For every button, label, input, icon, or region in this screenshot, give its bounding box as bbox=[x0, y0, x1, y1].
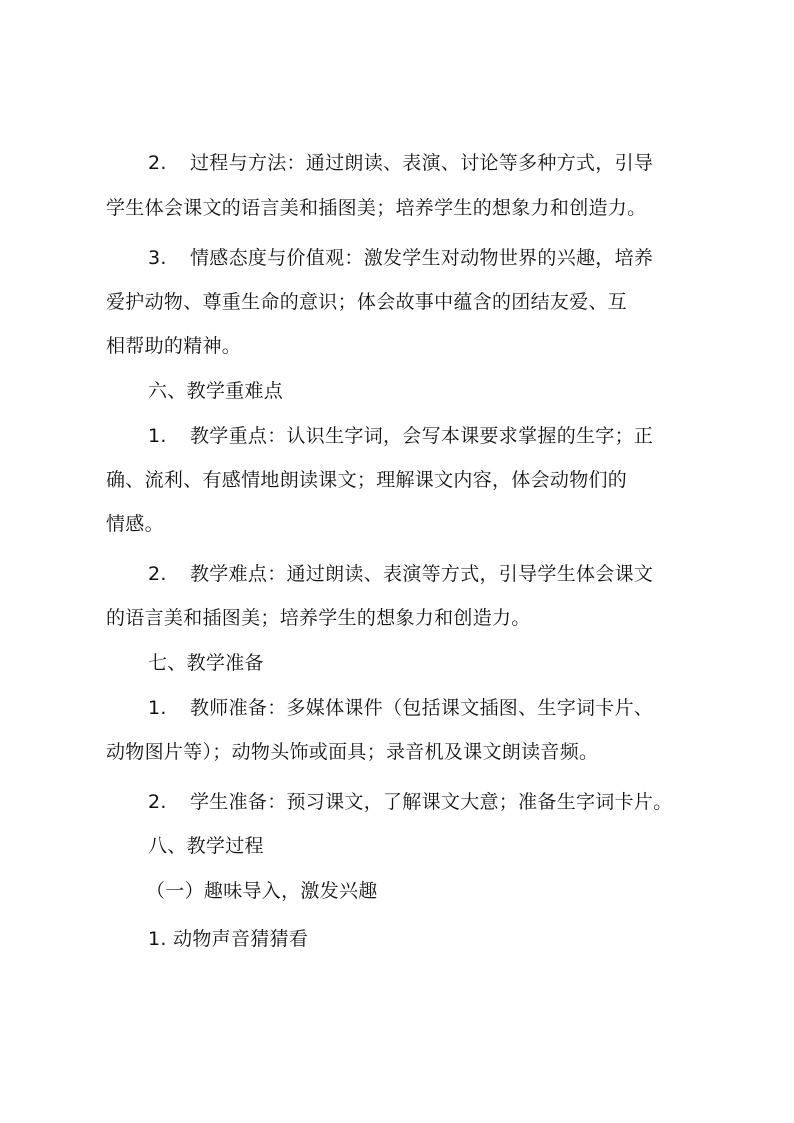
list-number: 1. bbox=[148, 425, 167, 447]
paragraph-line: 动物图片等）；动物头饰或面具；录音机及课文朗读音频。 bbox=[106, 741, 599, 763]
paragraph-text: 教学难点：通过朗读、表演等方式，引导学生体会课文 bbox=[190, 563, 654, 585]
paragraph-line: 情感。 bbox=[106, 513, 164, 535]
section-heading: 七、教学准备 bbox=[148, 652, 264, 674]
paragraph-line bbox=[148, 246, 653, 270]
paragraph-line bbox=[148, 562, 653, 586]
list-number: 2. bbox=[148, 791, 167, 813]
paragraph-text: 情感态度与价值观：激发学生对动物世界的兴趣，培养 bbox=[190, 247, 654, 269]
list-number: 1. bbox=[148, 697, 167, 719]
paragraph-line: 学生体会课文的语言美和插图美；培养学生的想象力和创造力。 bbox=[106, 197, 647, 219]
paragraph-text: 教学重点：认识生字词，会写本课要求掌握的生字；正 bbox=[190, 425, 654, 447]
paragraph-text: 过程与方法：通过朗读、表演、讨论等多种方式，引导 bbox=[190, 152, 654, 174]
paragraph-line: 相帮助的精神。 bbox=[106, 335, 242, 357]
paragraph-line: 的语言美和插图美；培养学生的想象力和创造力。 bbox=[106, 607, 531, 629]
paragraph-line: 爱护动物、尊重生命的意识；体会故事中蕴含的团结友爱、互 bbox=[106, 291, 628, 313]
section-heading: 六、教学重难点 bbox=[148, 380, 284, 402]
list-number: 2. bbox=[148, 152, 167, 174]
paragraph-text: 教师准备：多媒体课件（包括课文插图、生字词卡片、 bbox=[190, 697, 654, 719]
section-heading: 八、教学过程 bbox=[148, 835, 264, 857]
paragraph-text: 学生准备：预习课文，了解课文大意；准备生字词卡片。 bbox=[190, 791, 673, 813]
paragraph-line bbox=[148, 151, 653, 175]
list-number: 3. bbox=[148, 247, 167, 269]
list-number: 2. bbox=[148, 563, 167, 585]
list-item: 1. 动物声音猜猜看 bbox=[148, 928, 309, 950]
subsection-heading: （一）趣味导入，激发兴趣 bbox=[146, 880, 378, 902]
paragraph-line bbox=[148, 696, 653, 720]
paragraph-line: 确、流利、有感情地朗读课文；理解课文内容，体会动物们的 bbox=[106, 469, 628, 491]
paragraph-line bbox=[148, 424, 653, 448]
paragraph-line bbox=[148, 790, 673, 814]
